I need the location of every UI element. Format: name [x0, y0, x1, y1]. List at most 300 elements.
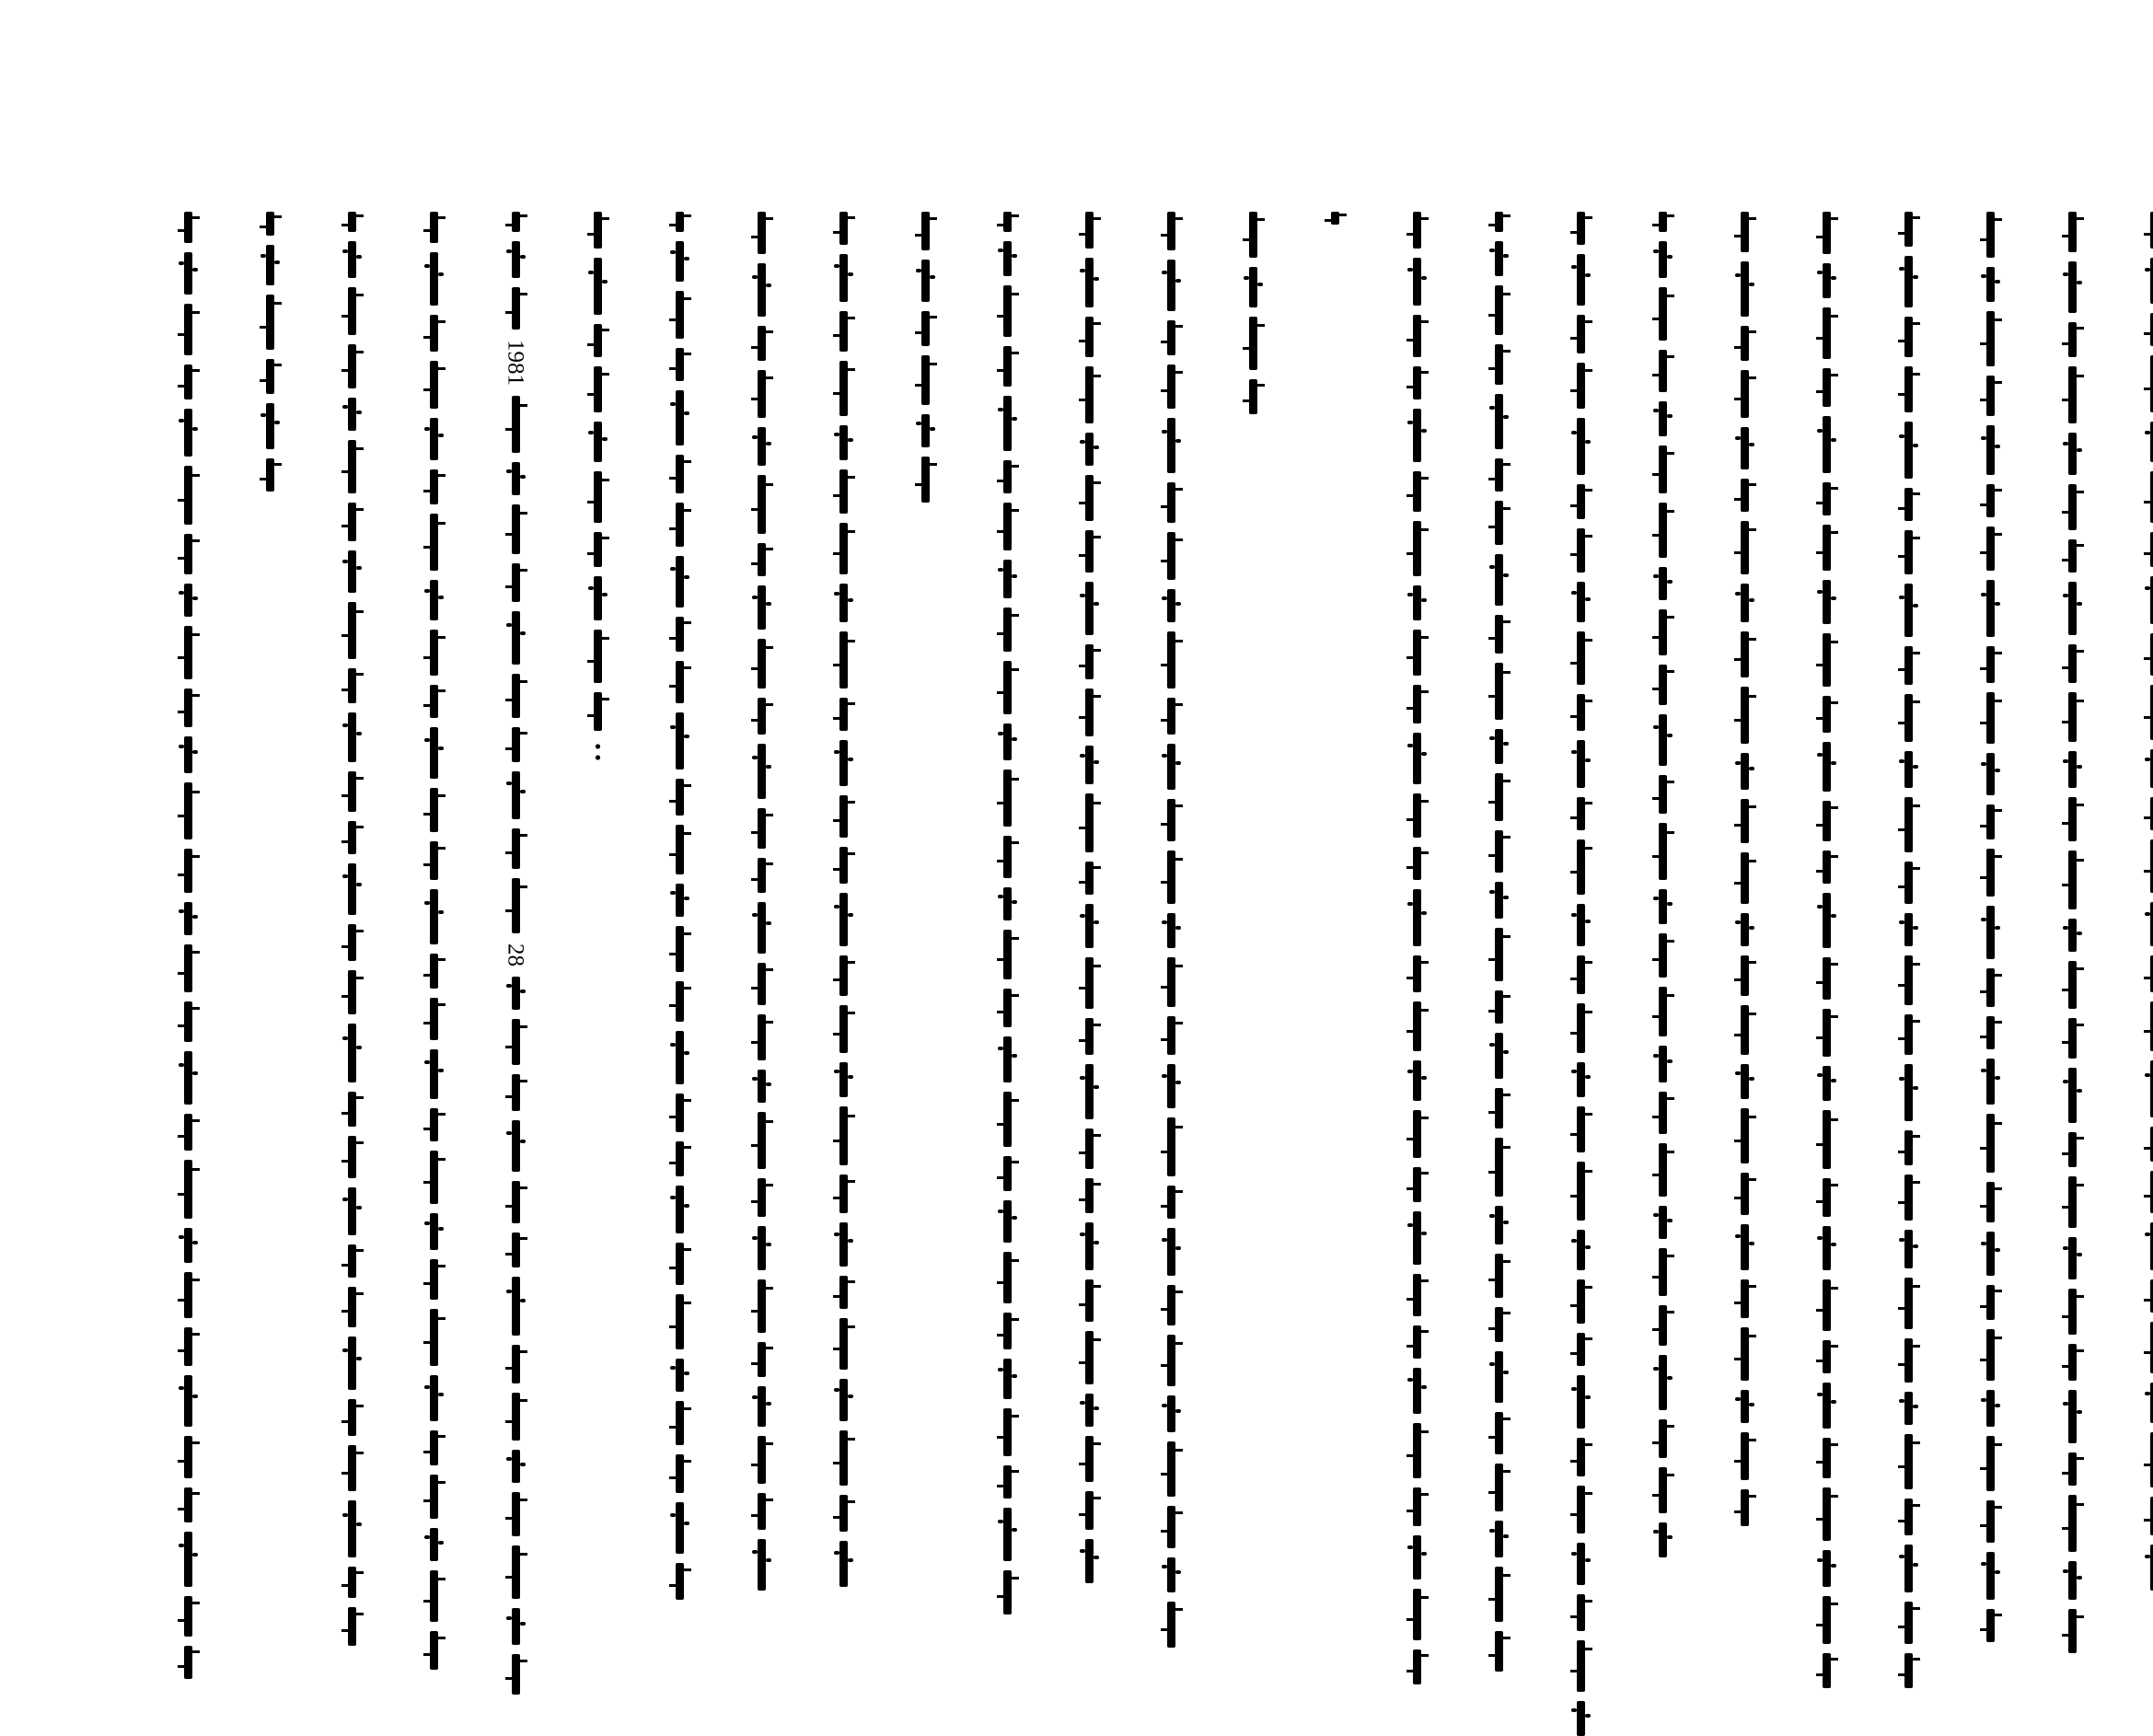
mongolian-word [1495, 241, 1503, 276]
mongolian-word [348, 1187, 356, 1235]
mongolian-word [348, 970, 356, 1014]
mongolian-word [2068, 582, 2077, 635]
mongolian-word [348, 287, 356, 335]
mongolian-word [1659, 212, 1667, 232]
mongolian-word [758, 858, 766, 893]
mongolian-word [676, 825, 684, 874]
mongolian-word [2150, 576, 2153, 624]
mongolian-word [1659, 1092, 1667, 1134]
mongolian-word [1986, 267, 1995, 302]
mongolian-word [758, 326, 766, 361]
mongolian-word [676, 1359, 684, 1392]
mongolian-word [2150, 955, 2153, 992]
mongolian-word [512, 1545, 520, 1599]
mongolian-word [512, 1277, 520, 1336]
mongolian-word [2068, 212, 2077, 252]
mongolian-word [1823, 633, 1831, 687]
mongolian-word [1003, 212, 1012, 232]
mongolian-word [2068, 539, 2077, 573]
mongolian-word [1167, 1395, 1175, 1432]
mongolian-word [1823, 580, 1831, 624]
mongolian-word [1986, 849, 1995, 897]
mongolian-word [1167, 744, 1175, 790]
mongolian-word [430, 469, 438, 504]
mongolian-word [430, 315, 438, 352]
text-column [748, 207, 774, 1312]
mongolian-word [1413, 847, 1421, 880]
text-column [1158, 207, 1184, 1312]
mongolian-word [2068, 1609, 2077, 1653]
mongolian-word [839, 631, 848, 689]
mongolian-word [1577, 1640, 1585, 1692]
mongolian-word [1823, 263, 1831, 298]
mongolian-word [676, 1186, 684, 1233]
mongolian-word [594, 630, 602, 683]
mongolian-word [594, 532, 602, 567]
mongolian-word [1003, 346, 1012, 387]
mongolian-word [1085, 1128, 1094, 1169]
mongolian-word [594, 422, 602, 462]
mongolian-word [1904, 488, 1913, 521]
mongolian-word [430, 1570, 438, 1622]
mongolian-word [2068, 366, 2077, 423]
mongolian-word [676, 348, 684, 381]
mongolian-word [1003, 241, 1012, 276]
mongolian-word [839, 523, 848, 574]
text-column [1240, 207, 1266, 1312]
mongolian-word [1904, 366, 1913, 412]
text-column [1404, 207, 1430, 1312]
mongolian-word [2150, 258, 2153, 304]
mongolian-word [1577, 1062, 1585, 1097]
mongolian-word [2150, 1171, 2153, 1213]
mongolian-word [1413, 1211, 1421, 1265]
mongolian-word [2068, 1237, 2077, 1279]
mongolian-word [1249, 212, 1257, 258]
mongolian-word [1904, 422, 1913, 479]
mongolian-word [1003, 1036, 1012, 1082]
mongolian-word [1741, 1064, 1749, 1099]
mongolian-word [1659, 714, 1667, 766]
mongolian-word [348, 712, 356, 762]
mongolian-word [1085, 862, 1094, 895]
mongolian-word [1577, 1543, 1585, 1585]
mongolian-word [1904, 955, 1913, 1005]
mongolian-word [184, 736, 192, 773]
mongolian-word [1659, 609, 1667, 655]
mongolian-word [1741, 427, 1749, 469]
mongolian-word [266, 403, 274, 449]
mongolian-word [1659, 287, 1667, 341]
mongolian-word [430, 1213, 438, 1250]
mongolian-word [1167, 1557, 1175, 1592]
mongolian-word [1413, 1535, 1421, 1580]
mongolian-word [594, 471, 602, 523]
mongolian-word [1413, 471, 1421, 512]
mongolian-word [839, 955, 848, 996]
text-column [421, 207, 446, 1312]
mongolian-word [184, 689, 192, 727]
mongolian-word [1741, 913, 1749, 946]
mongolian-word [2068, 797, 2077, 841]
numeral-text: 1981 [504, 340, 527, 386]
mongolian-word [430, 252, 438, 306]
mongolian-word [1659, 1248, 1667, 1296]
mongolian-word [1659, 823, 1667, 880]
mongolian-word [430, 361, 438, 409]
mongolian-word [839, 1541, 848, 1587]
mongolian-word [184, 1596, 192, 1637]
mongolian-word [1577, 740, 1585, 788]
mongolian-word [594, 212, 602, 249]
mongolian-word [2068, 484, 2077, 530]
mongolian-word [839, 212, 848, 245]
mongolian-word [184, 1228, 192, 1263]
mongolian-word [348, 1136, 356, 1178]
mongolian-word [184, 626, 192, 679]
mongolian-word [1659, 350, 1667, 392]
mongolian-word [348, 1607, 356, 1646]
mongolian-word [1413, 366, 1421, 399]
mongolian-word [1741, 1279, 1749, 1318]
mongolian-word [1413, 1060, 1421, 1101]
mongolian-word [1577, 839, 1585, 895]
mongolian-word [1986, 484, 1995, 517]
mongolian-word [758, 585, 766, 630]
mongolian-word [1085, 1064, 1094, 1119]
mongolian-word [1577, 1594, 1585, 1631]
mongolian-word [184, 1114, 192, 1151]
mongolian-word [430, 418, 438, 460]
mongolian-word [676, 712, 684, 770]
mongolian-word [1413, 409, 1421, 462]
mongolian-word [1495, 773, 1503, 821]
text-column [2059, 207, 2085, 1312]
mongolian-word [839, 1318, 848, 1370]
mongolian-word [1085, 746, 1094, 784]
mongolian-word [1167, 1602, 1175, 1648]
mongolian-word [1904, 317, 1913, 357]
mongolian-word [758, 543, 766, 576]
mongolian-word [2150, 633, 2153, 676]
text-column [175, 207, 201, 1312]
mongolian-word [758, 1226, 766, 1270]
mongolian-word [1495, 990, 1503, 1024]
mongolian-word [184, 1487, 192, 1522]
mongolian-word [512, 828, 520, 869]
mongolian-word [1413, 1649, 1421, 1684]
mongolian-word [676, 291, 684, 339]
mongolian-word [1904, 751, 1913, 788]
mongolian-word [1085, 1491, 1094, 1530]
mongolian-word [758, 808, 766, 849]
text-column [1322, 207, 1348, 1312]
mongolian-word [676, 1141, 684, 1176]
mongolian-word [1823, 1487, 1831, 1541]
mongolian-word [430, 1475, 438, 1519]
mongolian-word [1495, 1412, 1503, 1454]
mongolian-word [1741, 370, 1749, 418]
mongolian-word [839, 698, 848, 731]
mongolian-word [184, 1532, 192, 1587]
mongolian-word [348, 212, 356, 232]
mongolian-word [1659, 446, 1667, 493]
mongolian-word [2150, 1432, 2153, 1487]
mongolian-word [2150, 1222, 2153, 1270]
mongolian-word [1823, 1226, 1831, 1270]
mongolian-word [1659, 1522, 1667, 1557]
text-column [1977, 207, 2003, 1312]
mongolian-word [1986, 527, 1995, 571]
mongolian-word [1495, 554, 1503, 606]
mongolian-word [184, 902, 192, 935]
mongolian-word [1495, 1206, 1503, 1244]
mongolian-word [266, 245, 274, 285]
mongolian-word [430, 514, 438, 571]
text-column [2141, 207, 2153, 1312]
mongolian-word [1823, 893, 1831, 948]
mongolian-word [676, 926, 684, 972]
mongolian-word [348, 1567, 356, 1598]
mongolian-word [1823, 1178, 1831, 1217]
mongolian-word [1085, 475, 1094, 521]
mongolian-word [676, 241, 684, 282]
mongolian-word [1659, 1355, 1667, 1410]
mongolian-word [1904, 694, 1913, 742]
mongolian-word [758, 1386, 766, 1427]
mongolian-word [430, 954, 438, 989]
mongolian-word [1823, 1438, 1831, 1478]
mongolian-word [1495, 1351, 1503, 1403]
mongolian-word [1577, 631, 1585, 685]
mongolian-word [1577, 1162, 1585, 1221]
mongolian-word [184, 1001, 192, 1042]
mongolian-word [266, 458, 274, 492]
mongolian-word [1986, 646, 1995, 683]
mongolian-word [1986, 1232, 1995, 1276]
text-column [666, 207, 692, 1312]
mongolian-word [1085, 1279, 1094, 1322]
mongolian-word [512, 462, 520, 495]
mongolian-word [1085, 1018, 1094, 1055]
mongolian-word [1003, 1252, 1012, 1303]
mongolian-word [1904, 212, 1913, 247]
mongolian-word [1904, 646, 1913, 685]
mongolian-word [676, 1294, 684, 1349]
mongolian-word [430, 841, 438, 880]
mongolian-word [1167, 1186, 1175, 1219]
mongolian-word [1823, 482, 1831, 515]
mongolian-word [1495, 1254, 1503, 1298]
mongolian-word [676, 661, 684, 703]
mongolian-word [1986, 1329, 1995, 1381]
mongolian-word [1085, 689, 1094, 736]
mongolian-word [1577, 797, 1585, 830]
mongolian-word [1495, 882, 1503, 919]
mongolian-word [1495, 394, 1503, 449]
mongolian-word [1085, 1178, 1094, 1213]
mongolian-word [1577, 694, 1585, 731]
text-column [830, 207, 856, 1312]
mongolian-word [1495, 729, 1503, 764]
mongolian-word [1986, 212, 1995, 258]
text-column [339, 207, 365, 1312]
mongolian-word [1741, 1432, 1749, 1480]
mongolian-word [1003, 930, 1012, 979]
mongolian-word [1986, 376, 1995, 416]
mongolian-word [348, 344, 356, 388]
mongolian-word [1823, 525, 1831, 571]
mongolian-word [1986, 753, 1995, 795]
mongolian-word [348, 398, 356, 431]
mongolian-word [1986, 1609, 1995, 1642]
mongolian-word [839, 1495, 848, 1532]
mongolian-word [1741, 326, 1749, 361]
mongolian-word [839, 1106, 848, 1165]
text-column [1486, 207, 1511, 1312]
mongolian-word [1003, 1570, 1012, 1614]
mongolian-word [184, 584, 192, 617]
mongolian-word [2068, 1390, 2077, 1443]
mongolian-word [1986, 425, 1995, 475]
mongolian-word [430, 1151, 438, 1204]
mongolian-word [676, 779, 684, 816]
mongolian-word [1413, 1110, 1421, 1158]
mongolian-word [1085, 1222, 1094, 1270]
mongolian-word [430, 580, 438, 620]
mongolian-word [758, 427, 766, 466]
mongolian-word [1741, 479, 1749, 512]
mongolian-word [512, 1393, 520, 1441]
mongolian-word [1085, 1394, 1094, 1427]
mongolian-word [512, 1074, 520, 1111]
mongolian-word [1986, 1500, 1995, 1543]
mongolian-word [512, 1019, 520, 1065]
mongolian-word [1495, 615, 1503, 654]
mongolian-word [2068, 1132, 2077, 1167]
mongolian-word [184, 365, 192, 399]
mongolian-word [1167, 482, 1175, 523]
mongolian-word [512, 1608, 520, 1645]
mongolian-word [1003, 1408, 1012, 1456]
mongolian-word [1741, 1224, 1749, 1270]
mongolian-word [921, 311, 930, 346]
mongolian-word [184, 1436, 192, 1478]
mongolian-word [1167, 698, 1175, 735]
mongolian-word [1085, 530, 1094, 573]
mongolian-word [1167, 320, 1175, 355]
mongolian-word [512, 1181, 520, 1223]
mongolian-word [1823, 1383, 1831, 1429]
mongolian-word [1577, 363, 1585, 409]
mongolian-word [758, 1493, 766, 1530]
mongolian-word [1495, 1464, 1503, 1511]
mongolian-word [1904, 584, 1913, 637]
mongolian-word [512, 563, 520, 602]
mongolian-word [184, 1051, 192, 1105]
mongolian-word [1577, 1486, 1585, 1533]
mongolian-word [1904, 1130, 1913, 1165]
mongolian-word [266, 295, 274, 350]
mongolian-word [1904, 530, 1913, 574]
text-column [912, 207, 938, 1312]
mongolian-word [594, 692, 602, 731]
mongolian-word [348, 1244, 356, 1278]
mongolian-word [1577, 528, 1585, 573]
mongolian-word [1741, 521, 1749, 574]
mongolian-word [430, 1259, 438, 1300]
mongolian-word [758, 1178, 766, 1217]
mongolian-word [1495, 285, 1503, 335]
mongolian-word [1823, 307, 1831, 359]
mongolian-word [2150, 1545, 2153, 1591]
mongolian-word [758, 212, 766, 254]
mongolian-word [1904, 1230, 1913, 1268]
mongolian-word [1167, 1228, 1175, 1276]
mongolian-word [2068, 1561, 2077, 1600]
mongolian-word [1167, 1335, 1175, 1386]
mongolian-word [1986, 1114, 1995, 1173]
mongolian-word [430, 1049, 438, 1099]
mongolian-word [676, 884, 684, 917]
mongolian-word [1904, 1278, 1913, 1329]
mongolian-word [1495, 1631, 1503, 1672]
mongolian-word [1003, 460, 1012, 493]
mongolian-word [1085, 212, 1094, 249]
mongolian-word [839, 1005, 848, 1053]
mongolian-word [1904, 1434, 1913, 1489]
mongolian-word [512, 1233, 520, 1267]
mongolian-word [348, 1287, 356, 1327]
mongolian-word [1167, 212, 1175, 250]
mongolian-word [594, 366, 602, 412]
mongolian-word [512, 611, 520, 665]
mongolian-word [2068, 919, 2077, 952]
mongolian-word [676, 503, 684, 547]
mongolian-word [430, 1375, 438, 1421]
mongolian-word [512, 878, 520, 933]
text-column [1895, 207, 1921, 1312]
mongolian-word [1577, 904, 1585, 946]
mongolian-word [266, 359, 274, 394]
mongolian-word [1413, 258, 1421, 306]
mongolian-word [1659, 987, 1667, 1036]
mongolian-word [2150, 839, 2153, 893]
mongolian-word [1167, 957, 1175, 1007]
mongolian-word [758, 639, 766, 689]
mongolian-word [1904, 862, 1913, 904]
mongolian-word [266, 212, 274, 236]
mongolian-word [1249, 379, 1257, 414]
mongolian-word [839, 1379, 848, 1421]
mongolian-word [839, 469, 848, 514]
mongolian-word [348, 440, 356, 493]
mongolian-word [1413, 733, 1421, 784]
mongolian-word [348, 503, 356, 541]
mongolian-word [1085, 258, 1094, 307]
mongolian-word [758, 698, 766, 735]
mongolian-word [921, 414, 930, 447]
mongolian-word [430, 889, 438, 944]
mongolian-word [1741, 631, 1749, 677]
mongolian-word [512, 674, 520, 718]
numeral-text: 28 [504, 943, 527, 966]
mongolian-word [1495, 501, 1503, 545]
mongolian-word [594, 576, 602, 620]
mongolian-word [430, 630, 438, 676]
mongolian-word [348, 1500, 356, 1557]
mongolian-word [1741, 799, 1749, 843]
